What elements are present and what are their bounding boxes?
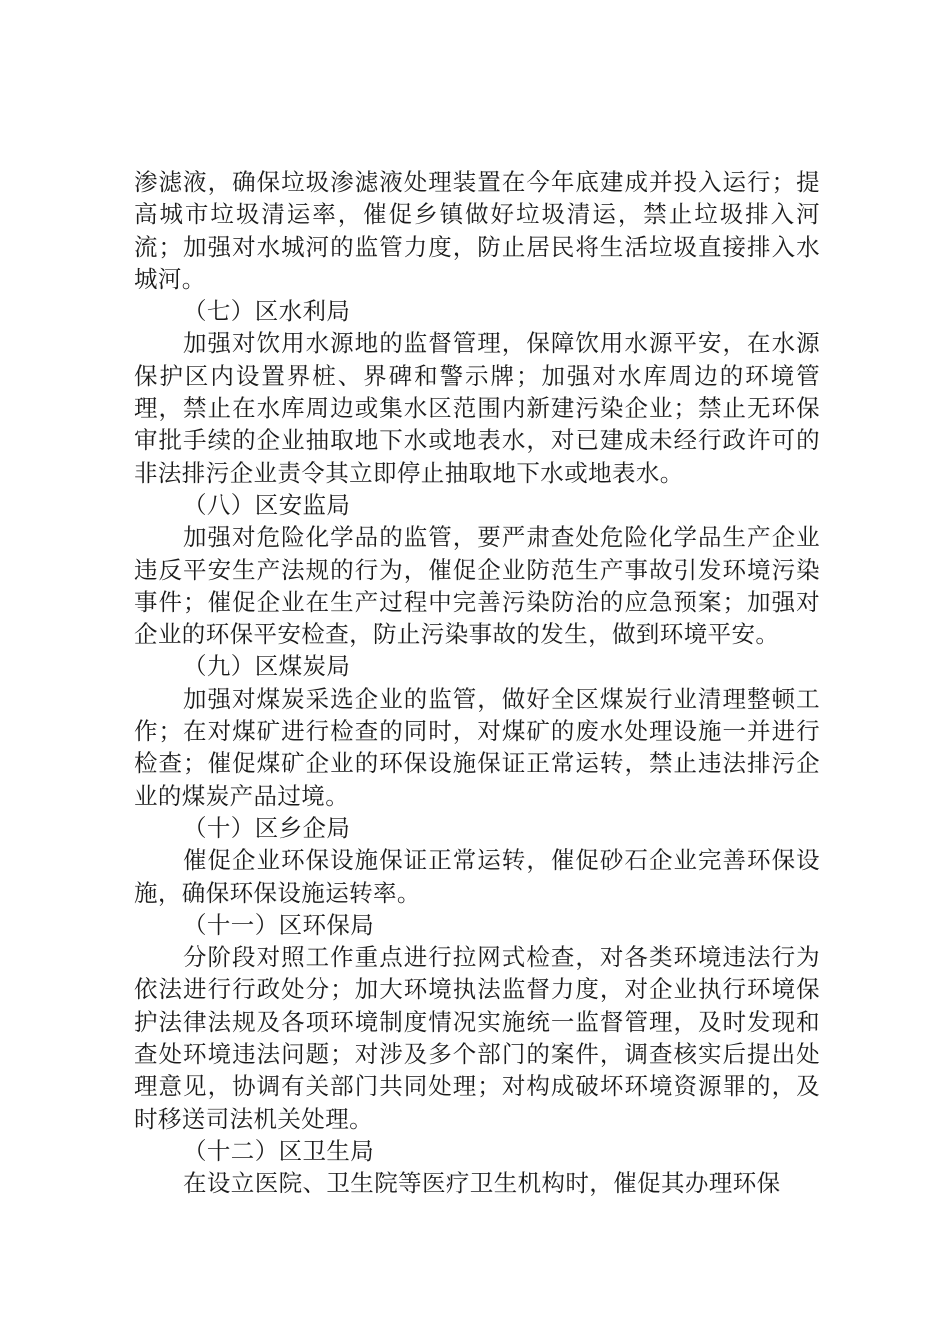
section-heading-coal-bureau: （九）区煤炭局 <box>183 652 351 681</box>
document-body <box>134 166 820 1200</box>
section-heading-environmental-bureau: （十一）区环保局 <box>183 910 375 939</box>
paragraph-township-enterprise-bureau: 催促企业环保设施保证正常运转，催促砂石企业完善环保设施，确保环保设施运转率。 <box>134 846 820 907</box>
paragraph-health-bureau: 在设立医院、卫生院等医疗卫生机构时，催促其办理环保 <box>183 1169 781 1198</box>
section-heading-health-bureau: （十二）区卫生局 <box>183 1136 375 1165</box>
paragraph-sanitation-continued: 渗滤液，确保垃圾渗滤液处理装置在今年底建成并投入运行；提高城市垃圾清运率，催促乡镇做好垃圾清运，禁止垃圾排入河流；加强对水城河的监管力度，防止居民将生活垃圾直接排入水城河。 <box>134 168 820 293</box>
paragraph-safety-bureau: 加强对危险化学品的监管，要严肃查处危险化学品生产企业违反平安生产法规的行为，催促企业防范生产事故引发环境污染事件；催促企业在生产过程中完善污染防治的应急预案；加强对企业的环保平安检查，防止污染事故的发生，做到环境平安。 <box>134 523 820 649</box>
section-heading-township-enterprise-bureau: （十）区乡企局 <box>183 813 351 842</box>
paragraph-environmental-bureau: 分阶段对照工作重点进行拉网式检查，对各类环境违法行为依法进行行政处分；加大环境执法监督力度，对企业执行环境保护法律法规及各项环境制度情况实施统一监督管理，及时发现和查处环境违法问题；对涉及多个部门的案件，调查核实后提出处理意见，协调有关部门共同处理；对构成破坏环境资源罪的，及时移送司法机关处理。 <box>134 943 820 1133</box>
paragraph-coal-bureau: 加强对煤炭采选企业的监管，做好全区煤炭行业清理整顿工作；在对煤矿进行检查的同时，对煤矿的废水处理设施一并进行检查；催促煤矿企业的环保设施保证正常运转，禁止违法排污企业的煤炭产品过境。 <box>134 684 820 810</box>
section-heading-safety-bureau: （八）区安监局 <box>183 490 351 519</box>
paragraph-water-bureau: 加强对饮用水源地的监督管理，保障饮用水源平安，在水源保护区内设置界桩、界碑和警示牌；加强对水库周边的环境管理，禁止在水库周边或集水区范围内新建污染企业；禁止无环保审批手续的企业抽取地下水或地表水，对已建成未经行政许可的非法排污企业责令其立即停止抽取地下水或地表水。 <box>134 329 820 487</box>
section-heading-water-bureau: （七）区水利局 <box>183 297 351 326</box>
